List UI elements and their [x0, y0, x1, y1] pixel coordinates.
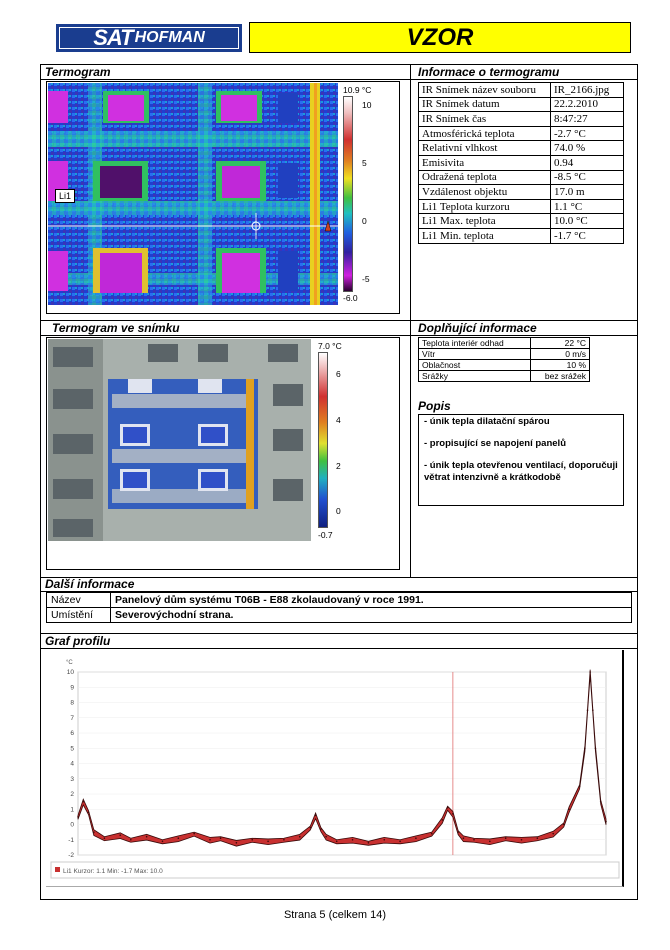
doplnujici-value: 22 °C	[531, 338, 590, 349]
termogram-scale-min: -6.0	[343, 293, 358, 303]
termogram-tick-5: 5	[362, 158, 367, 168]
y-tick-label: 1	[70, 806, 74, 814]
ir-info-row	[419, 126, 624, 141]
data-point	[431, 833, 433, 835]
doplnujici-title: Doplňující informace	[418, 321, 537, 335]
ir-info-label: IR Snímek název souboru	[419, 83, 551, 98]
data-point	[447, 807, 449, 809]
popis-title: Popis	[418, 399, 451, 413]
ir-info-value: 0.94	[551, 155, 624, 170]
info-title: Informace o termogramu	[418, 65, 560, 79]
data-point	[236, 842, 238, 844]
snimek-scale-min: -0.7	[318, 530, 333, 540]
doplnujici-label: Srážky	[419, 371, 531, 382]
ir-info-value: 8:47:27	[551, 112, 624, 127]
dalsi-value: Panelový dům systému T06B - E88 zkolaudovaný v roce 1991.	[111, 593, 632, 608]
ir-info-table	[418, 82, 624, 244]
data-point	[552, 833, 554, 835]
ir-info-row	[419, 141, 624, 156]
data-point	[77, 816, 79, 818]
data-point	[251, 839, 253, 841]
popis-item: - únik tepla dilatační spárou	[424, 416, 550, 427]
data-point	[457, 831, 459, 833]
ir-info-value: 22.2.2010	[551, 97, 624, 112]
ir-info-row	[419, 228, 624, 243]
data-point	[193, 833, 195, 835]
data-point	[336, 840, 338, 842]
ir-info-label: Emisivita	[419, 155, 551, 170]
ir-info-label: IR Snímek datum	[419, 97, 551, 112]
doplnujici-row	[419, 360, 590, 371]
ir-info-label: Li1 Min. teplota	[419, 228, 551, 243]
data-point	[415, 837, 417, 839]
data-point	[310, 827, 312, 829]
data-point	[88, 812, 90, 814]
termogram-tick-0: 0	[362, 216, 367, 226]
graph-panel	[46, 650, 624, 887]
ir-info-value: 74.0 %	[551, 141, 624, 156]
ir-info-row	[419, 155, 624, 170]
divider-h3	[40, 335, 638, 336]
ir-info-row	[419, 199, 624, 214]
data-point	[299, 836, 301, 838]
ir-info-value: IR_2166.jpg	[551, 83, 624, 98]
data-point	[537, 837, 539, 839]
data-point	[104, 837, 106, 839]
ir-info-label: Li1 Teplota kurzoru	[419, 199, 551, 214]
data-point	[489, 840, 491, 842]
y-unit-label: °C	[66, 660, 73, 666]
data-point	[584, 747, 586, 749]
snimek-title: Termogram ve snímku	[52, 321, 180, 335]
y-tick-label: 7	[70, 714, 74, 722]
data-point	[209, 839, 211, 841]
doplnujici-row	[419, 338, 590, 349]
doplnujici-value: 10 %	[531, 360, 590, 371]
dalsi-label: Název	[47, 593, 111, 608]
ir-info-row	[419, 97, 624, 112]
ir-info-label: Li1 Max. teplota	[419, 214, 551, 229]
y-tick-label: 8	[70, 699, 74, 707]
ir-info-value: -1.7 °C	[551, 228, 624, 243]
visual-photo[interactable]	[48, 339, 311, 541]
termogram-tick-m5: -5	[362, 274, 370, 284]
ir-info-row	[419, 112, 624, 127]
data-point	[592, 709, 594, 711]
ir-info-label: Odražená teplota	[419, 170, 551, 185]
dalsi-table	[46, 592, 632, 623]
data-point	[320, 828, 322, 830]
termogram-scale-max: 10.9 °C	[343, 85, 372, 95]
snimek-scale-max: 7.0 °C	[318, 341, 342, 351]
y-tick-label: 6	[70, 730, 74, 737]
page-number: Strana 5 (celkem 14)	[283, 909, 387, 921]
data-point	[442, 819, 444, 821]
y-tick-label: 3	[70, 775, 74, 783]
company-logo	[56, 24, 242, 52]
legend-swatch	[55, 867, 60, 872]
snimek-color-scale	[318, 352, 328, 528]
popis-item: - únik tepla otevřenou ventilací, doporučuji větrat intenzivně a krátkodobě	[424, 460, 618, 483]
y-tick-label: 4	[70, 760, 74, 768]
ir-info-row	[419, 170, 624, 185]
photo-svg	[48, 339, 311, 541]
data-point	[146, 836, 148, 838]
profile-chart-svg	[46, 650, 624, 887]
data-point	[283, 839, 285, 841]
data-point	[119, 834, 121, 836]
data-point	[220, 837, 222, 839]
ir-info-value: -8.5 °C	[551, 170, 624, 185]
ir-info-label: Atmosférická teplota	[419, 126, 551, 141]
data-point	[563, 824, 565, 826]
thermogram-svg	[48, 83, 338, 305]
ir-info-label: Relativní vlhkost	[419, 141, 551, 156]
ir-info-row	[419, 83, 624, 98]
dalsi-row	[47, 608, 632, 623]
ir-info-value: 17.0 m	[551, 185, 624, 200]
y-tick-label: -2	[68, 852, 74, 859]
dalsi-title: Další informace	[45, 577, 135, 591]
data-point	[587, 709, 589, 711]
data-point	[589, 671, 591, 673]
data-point	[267, 840, 269, 842]
termogram-color-scale	[343, 96, 353, 292]
ir-info-row	[419, 185, 624, 200]
data-point	[579, 786, 581, 788]
legend-text: Li1 Kurzor: 1.1 Min: -1.7 Max: 10.0	[63, 868, 163, 875]
ir-info-value: 10.0 °C	[551, 214, 624, 229]
doplnujici-value: 0 m/s	[531, 349, 590, 360]
graf-title: Graf profilu	[45, 634, 111, 648]
divider-h7	[40, 648, 638, 649]
snimek-tick-6: 6	[336, 369, 341, 379]
ir-info-row	[419, 214, 624, 229]
data-point	[521, 839, 523, 841]
y-tick-label: 9	[70, 684, 74, 692]
data-point	[595, 747, 597, 749]
data-point	[315, 815, 317, 817]
dalsi-value: Severovýchodní strana.	[111, 608, 632, 623]
y-tick-label: 2	[70, 791, 74, 798]
doplnujici-label: Teplota interiér odhad	[419, 338, 531, 349]
data-point	[162, 840, 164, 842]
doplnujici-label: Oblačnost	[419, 360, 531, 371]
dalsi-label: Umístění	[47, 608, 111, 623]
data-point	[463, 837, 465, 839]
data-point	[399, 840, 401, 842]
data-point	[178, 837, 180, 839]
data-point	[325, 836, 327, 838]
popis-box	[418, 414, 624, 506]
y-tick-label: 10	[66, 669, 74, 676]
data-point	[568, 808, 570, 810]
divider-h1	[40, 79, 638, 80]
data-point	[352, 839, 354, 841]
data-point	[368, 842, 370, 844]
doplnujici-value: bez srážek	[531, 371, 590, 382]
doplnujici-table	[418, 337, 590, 382]
snimek-tick-2: 2	[336, 461, 341, 471]
popis-item: - propisující se napojení panelů	[424, 438, 566, 449]
termogram-title: Termogram	[45, 65, 111, 79]
thermogram-image[interactable]	[48, 83, 338, 305]
snimek-tick-0: 0	[336, 506, 341, 516]
title-text: VZOR	[406, 23, 474, 51]
ir-info-label: IR Snímek čas	[419, 112, 551, 127]
data-point	[505, 837, 507, 839]
doplnujici-label: Vítr	[419, 349, 531, 360]
document-title	[249, 22, 631, 53]
data-point	[600, 801, 602, 803]
dalsi-row	[47, 593, 632, 608]
doplnujici-row	[419, 349, 590, 360]
logo-hofman: HOFMAN	[134, 29, 205, 46]
data-point	[473, 839, 475, 841]
doplnujici-row	[419, 371, 590, 382]
y-tick-label: 0	[70, 821, 74, 829]
data-point	[93, 831, 95, 833]
data-point	[82, 801, 84, 803]
data-point	[383, 839, 385, 841]
ir-info-value: -2.7 °C	[551, 126, 624, 141]
ir-info-label: Vzdálenost objektu	[419, 185, 551, 200]
data-point	[130, 839, 132, 841]
termogram-tick-10: 10	[362, 100, 372, 110]
divider-h6	[40, 633, 638, 634]
data-point	[452, 813, 454, 815]
logo-sat: SAT	[93, 25, 133, 50]
data-point	[605, 821, 607, 823]
snimek-tick-4: 4	[336, 415, 341, 425]
line-label-li1[interactable]: Li1	[55, 189, 75, 203]
y-tick-label: 5	[70, 745, 74, 753]
ir-info-value: 1.1 °C	[551, 199, 624, 214]
y-tick-label: -1	[68, 836, 74, 844]
